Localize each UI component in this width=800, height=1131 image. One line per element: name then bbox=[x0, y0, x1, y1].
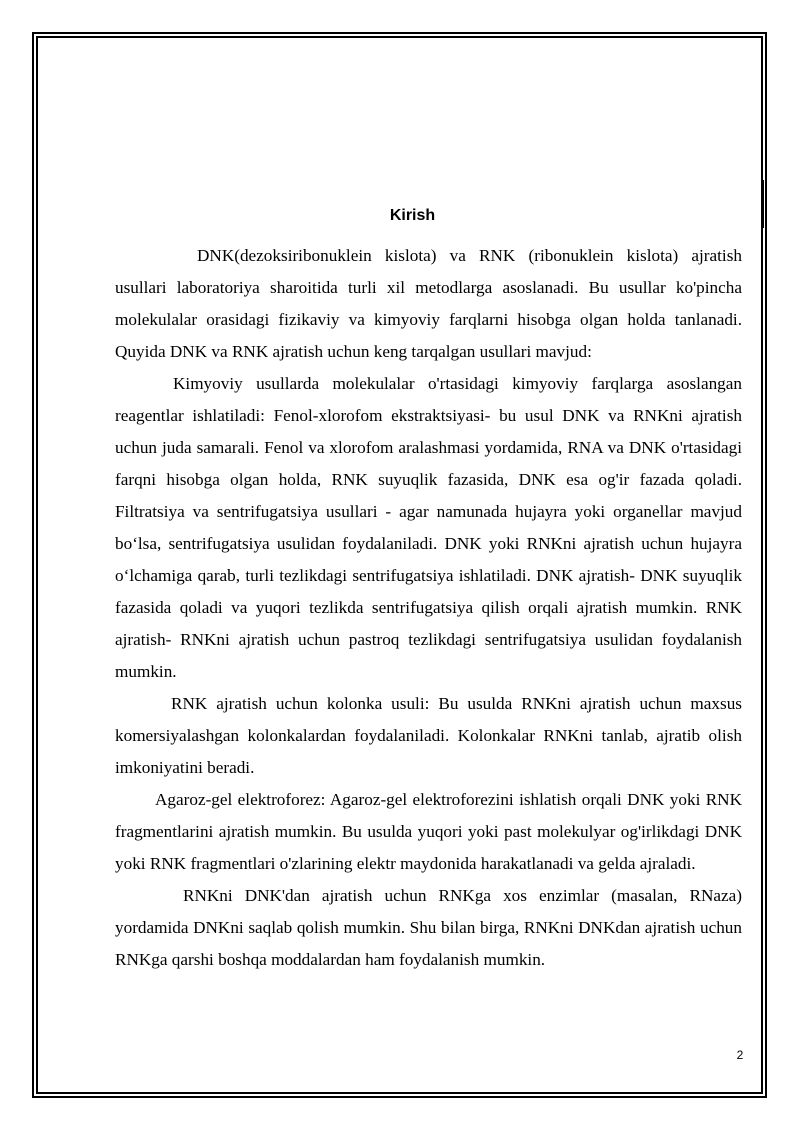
page-number: 2 bbox=[736, 1048, 744, 1062]
paragraph-gel-electrophoresis: Agaroz-gel elektroforez: Agaroz-gel elektroforezini ishlatish orqali DNK yoki RNK fragmentlarini ajratish mumkin. Bu usulda yuqori yoki past molekulyar og'irlikdagi DNK yoki RNK fragmentlari o'zlarining elektr maydonida harakatlanadi va gelda ajraladi. bbox=[115, 790, 742, 873]
paragraph-column-method: RNK ajratish uchun kolonka usuli: Bu usulda RNKni ajratish uchun maxsus komersiyalashgan kolonkalardan foydalaniladi. Kolonkalar RNKni tanlab, ajratib olish imkoniyatini beradi. bbox=[115, 694, 742, 777]
paragraph-enzymes: RNKni DNK'dan ajratish uchun RNKga xos enzimlar (masalan, RNaza) yordamida DNKni saqlab qolish mumkin. Shu bilan birga, RNKni DNKdan ajratish uchun RNKga qarshi boshqa moddalardan ham foydalanish mumkin. bbox=[115, 886, 742, 969]
paragraph-chemical-methods: Kimyoviy usullarda molekulalar o'rtasidagi kimyoviy farqlarga asoslangan reagentlar ishlatiladi: Fenol-xlorofom ekstraktsiyasi- bu usul DNK va RNKni ajratish uchun juda samarali. Fenol va xlorofom aralashmasi yordamida, RNA va DNK o'rtasidagi farqni hisobga olgan holda, RNK suyuqlik fazasida, DNK esa og'ir fazada qoladi. Filtratsiya va sentrifugatsiya usullari - agar namunada hujayra yoki organellar mavjud bo‘lsa, sentrifugatsiya usulidan foydalaniladi. DNK yoki RNKni ajratish uchun hujayra o‘lchamiga qarab, turli tezlikdagi sentrifugatsiya ishlatiladi. DNK ajratish- DNK suyuqlik fazasida qoladi va yuqori tezlikda sentrifugatsiya qilish orqali ajratish mumkin. RNK ajratish- RNKni ajratish uchun pastroq tezlikdagi sentrifugatsiya usulidan foydalanish mumkin. bbox=[115, 374, 742, 681]
paragraph-intro: DNK(dezoksiribonuklein kislota) va RNK (ribonuklein kislota) ajratish usullari laboratoriya sharoitida turli xil metodlarga asoslanadi. Bu usullar ko'pincha molekulalar orasidagi fizikaviy va kimyoviy farqlarni hisobga olgan holda tanlanadi. Quyida DNK va RNK ajratish uchun keng tarqalgan usullari mavjud: bbox=[115, 246, 742, 361]
page-title: Kirish bbox=[389, 207, 436, 224]
document-body bbox=[115, 240, 742, 976]
